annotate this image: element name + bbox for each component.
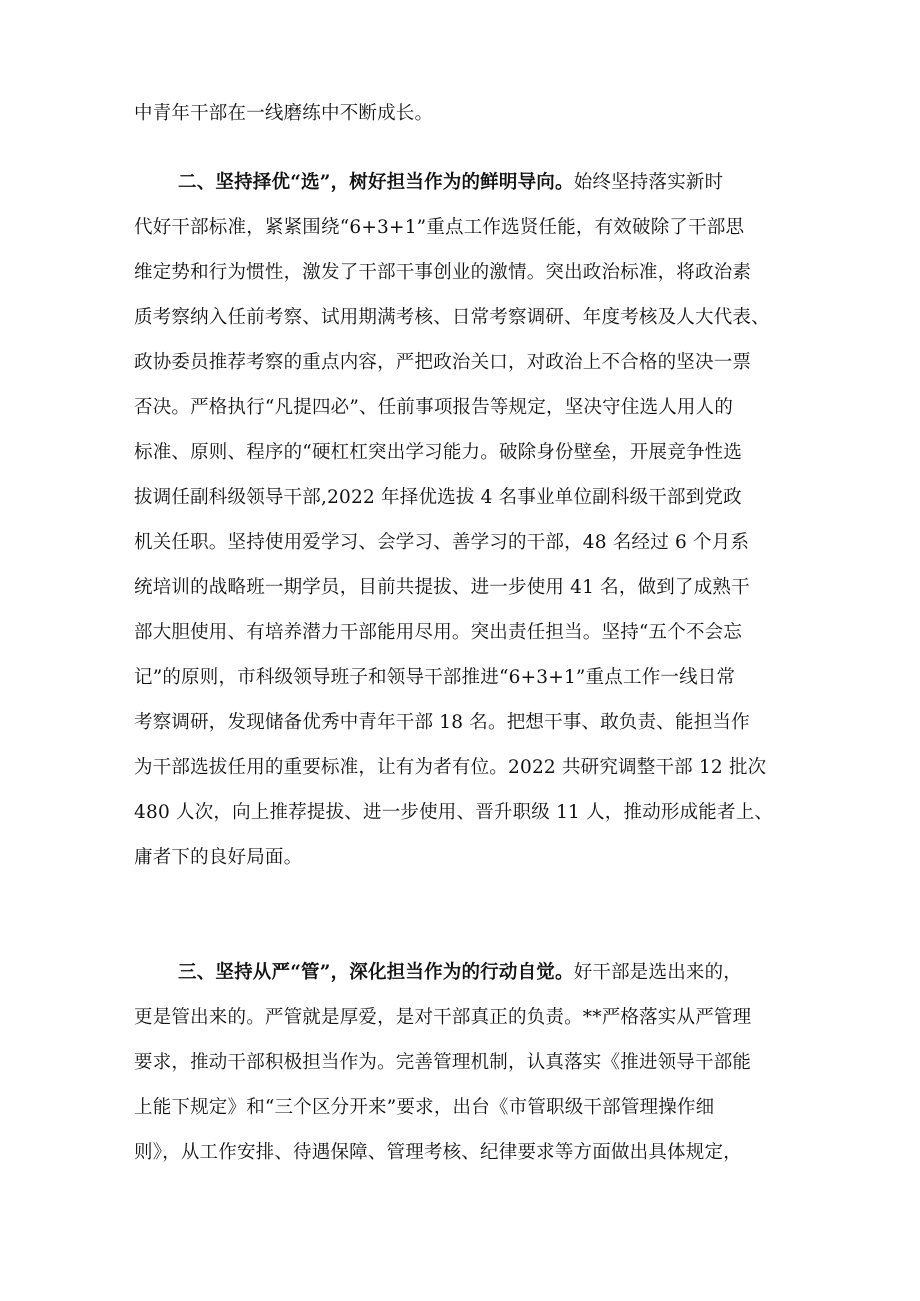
paragraph-2-line: 记”的原则，市科级领导班子和领导干部推进“6+3+1”重点工作一线日常 — [134, 667, 736, 688]
paragraph-1-line: 中青年干部在一线磨练中不断成长。 — [134, 103, 434, 124]
paragraph-3-first-line-text: 好干部是选出来的， — [573, 962, 742, 983]
paragraph-2-line: 维定势和行为惯性，激发了干部干事创业的激情。突出政治标准，将政治素 — [134, 262, 752, 283]
paragraph-2-line: 否决。严格执行“凡提四必”、任前事项报告等规定，坚决守住选人用人的 — [134, 397, 734, 418]
paragraph-3-line: 要求，推动干部积极担当作为。完善管理机制，认真落实《推进领导干部能 — [134, 1052, 752, 1073]
paragraph-3-line: 则》，从工作安排、待遇保障、管理考核、纪律要求等方面做出具体规定， — [134, 1142, 742, 1163]
paragraph-2-line: 480 人次，向上推荐提拔、进一步使用、晋升职级 11 人，推动形成能者上、 — [134, 802, 774, 823]
paragraph-2-line: 庸者下的良好局面。 — [134, 847, 303, 868]
paragraph-2-line: 考察调研，发现储备优秀中青年干部 18 名。把想干事、敢负责、能担当作 — [134, 712, 750, 733]
paragraph-2-line: 机关任职。坚持使用爱学习、会学习、善学习的干部，48 名经过 6 个月系 — [134, 532, 750, 553]
paragraph-2-line: 质考察纳入任前考察、试用期满考核、日常考察调研、年度考核及人大代表、 — [134, 307, 770, 328]
paragraph-3-line: 上能下规定》和“三个区分开来”要求，出台《市管职级干部管理操作细 — [134, 1097, 715, 1118]
paragraph-2-first-line — [178, 171, 794, 195]
paragraph-2-line: 为干部选拔任用的重要标准，让有为者有位。2022 共研究调整干部 12 批次 — [134, 757, 767, 778]
paragraph-2-line: 政协委员推荐考察的重点内容，严把政治关口，对政治上不合格的坚决一票 — [134, 352, 752, 373]
paragraph-2-line: 部大胆使用、有培养潜力干部能用尽用。突出责任担当。坚持“五个不会忘 — [134, 622, 743, 643]
paragraph-2-line: 统培训的战略班一期学员，目前共提拔、进一步使用 41 名，做到了成熟干 — [134, 577, 750, 598]
paragraph-3-first-line — [178, 961, 794, 985]
paragraph-3-line: 更是管出来的。严管就是厚爱，是对干部真正的负责。**严格落实从严管理 — [134, 1007, 752, 1028]
section-3-heading: 三、坚持从严“管”，深化担当作为的行动自觉。 — [178, 962, 574, 983]
paragraph-2-line: 标准、原则、程序的“硬杠杠突出学习能力。破除身份壁垒，开展竞争性选 — [134, 442, 743, 463]
paragraph-2-first-line-text: 始终坚持落实新时 — [573, 172, 724, 193]
section-2-heading: 二、坚持择优“选”，树好担当作为的鲜明导向。 — [178, 172, 574, 193]
paragraph-2-line: 代好干部标准，紧紧围绕“6+3+1”重点工作选贤任能，有效破除了干部思 — [134, 217, 745, 238]
paragraph-2-line: 拔调任副科级领导干部,2022 年择优选拔 4 名事业单位副科级干部到党政 — [134, 487, 742, 508]
